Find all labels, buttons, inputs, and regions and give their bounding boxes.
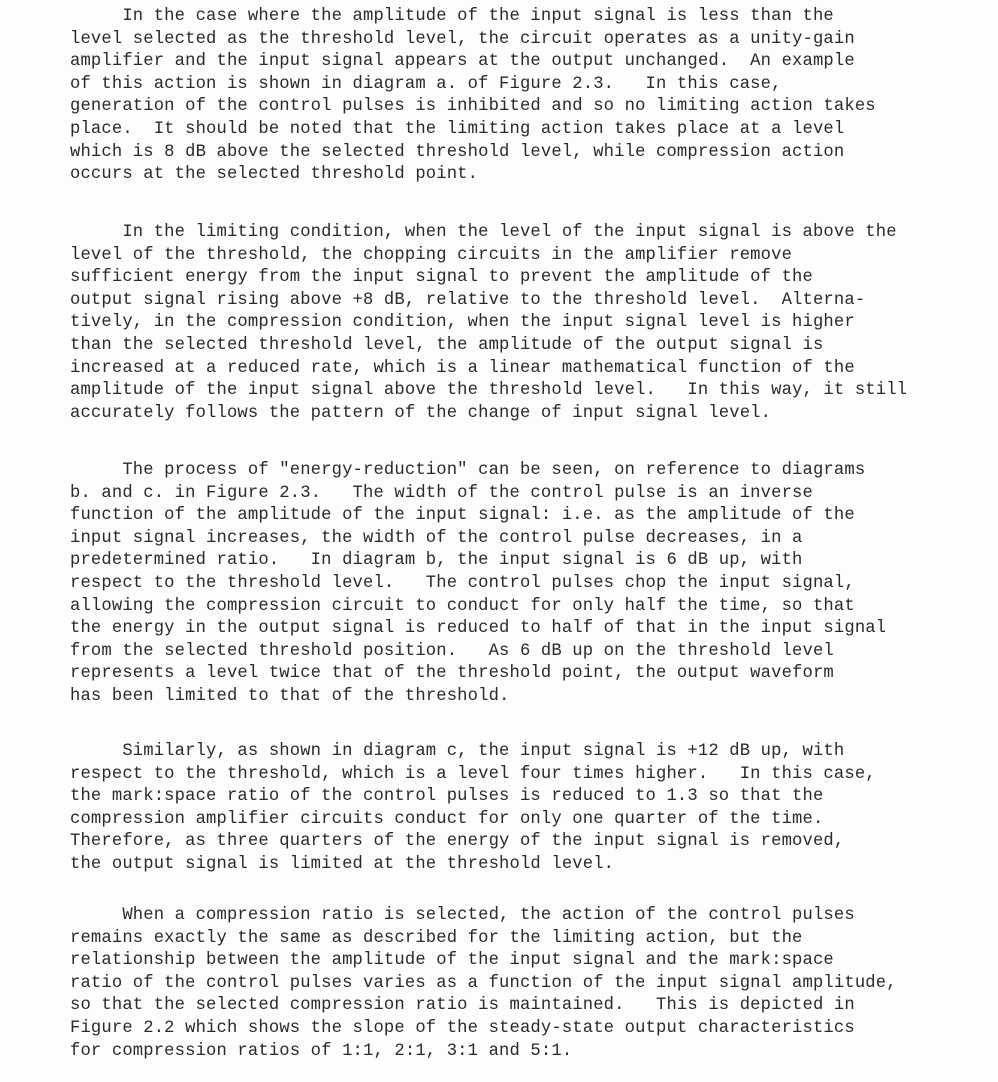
text-line: occurs at the selected threshold point. xyxy=(70,165,479,185)
text-line: input signal increases, the width of the control pulse decreases, in a xyxy=(70,528,803,548)
text-line: In the case where the amplitude of the input signal is less than the xyxy=(70,7,834,26)
text-line: predetermined ratio. In diagram b, the input signal is 6 dB up, with xyxy=(70,551,803,571)
text-line: remains exactly the same as described for the limiting action, but the xyxy=(70,928,803,948)
text-line: the energy in the output signal is reduced to half of that in the input signal xyxy=(70,619,887,639)
text-line: place. It should be noted that the limiting action takes place at a level xyxy=(70,119,845,139)
text-line: tively, in the compression condition, when the input signal level is higher xyxy=(70,313,855,333)
text-line: output signal rising above +8 dB, relative to the threshold level. Alterna- xyxy=(70,290,866,310)
text-line: b. and c. in Figure 2.3. The width of the control pulse is an inverse xyxy=(70,483,813,503)
text-line: compression amplifier circuits conduct for only one quarter of the time. xyxy=(70,809,824,829)
text-line: Figure 2.2 which shows the slope of the steady-state output characteristics xyxy=(70,1018,855,1038)
text-line: increased at a reduced rate, which is a linear mathematical function of the xyxy=(70,358,855,378)
text-line: represents a level twice that of the threshold point, the output waveform xyxy=(70,664,834,684)
text-line: has been limited to that of the threshold. xyxy=(70,686,510,706)
text-line: sufficient energy from the input signal to prevent the amplitude of the xyxy=(70,268,813,288)
text-line: level of the threshold, the chopping circuits in the amplifier remove xyxy=(70,245,793,265)
text-line: In the limiting condition, when the level of the input signal is above the xyxy=(70,223,897,242)
paragraph-4 xyxy=(70,741,975,877)
text-line: for compression ratios of 1:1, 2:1, 3:1 and 5:1. xyxy=(70,1041,573,1061)
text-line: respect to the threshold level. The control pulses chop the input signal, xyxy=(70,573,855,593)
text-line: ratio of the control pulses varies as a function of the input signal amplitude, xyxy=(70,973,897,993)
text-line: accurately follows the pattern of the change of input signal level. xyxy=(70,403,772,423)
paragraph-2 xyxy=(70,222,975,425)
text-line: than the selected threshold level, the amplitude of the output signal is xyxy=(70,335,824,355)
text-line: amplitude of the input signal above the threshold level. In this way, it still xyxy=(70,381,908,401)
text-line: level selected as the threshold level, the circuit operates as a unity-gain xyxy=(70,29,855,49)
text-line: Similarly, as shown in diagram c, the input signal is +12 dB up, with xyxy=(70,742,845,761)
text-line: which is 8 dB above the selected threshold level, while compression action xyxy=(70,142,845,162)
text-line: allowing the compression circuit to conduct for only half the time, so that xyxy=(70,596,855,616)
text-line: of this action is shown in diagram a. of Figure 2.3. In this case, xyxy=(70,74,782,94)
text-line: Therefore, as three quarters of the energy of the input signal is removed, xyxy=(70,832,845,852)
paragraph-1 xyxy=(70,6,975,187)
text-line: from the selected threshold position. As 6 dB up on the threshold level xyxy=(70,641,834,661)
text-line: When a compression ratio is selected, the action of the control pulses xyxy=(70,906,855,925)
text-line: amplifier and the input signal appears at the output unchanged. An example xyxy=(70,52,855,72)
text-line: The process of "energy-reduction" can be seen, on reference to diagrams xyxy=(70,461,866,480)
text-line: generation of the control pulses is inhibited and so no limiting action takes xyxy=(70,97,876,117)
text-line: relationship between the amplitude of the input signal and the mark:space xyxy=(70,951,834,971)
paragraph-5 xyxy=(70,905,975,1063)
text-line: the output signal is limited at the threshold level. xyxy=(70,854,615,874)
text-line: respect to the threshold, which is a level four times higher. In this case, xyxy=(70,764,876,784)
text-line: function of the amplitude of the input signal: i.e. as the amplitude of the xyxy=(70,506,855,526)
paragraph-3 xyxy=(70,460,975,709)
text-line: the mark:space ratio of the control pulses is reduced to 1.3 so that the xyxy=(70,787,824,807)
text-line: so that the selected compression ratio is maintained. This is depicted in xyxy=(70,996,855,1016)
